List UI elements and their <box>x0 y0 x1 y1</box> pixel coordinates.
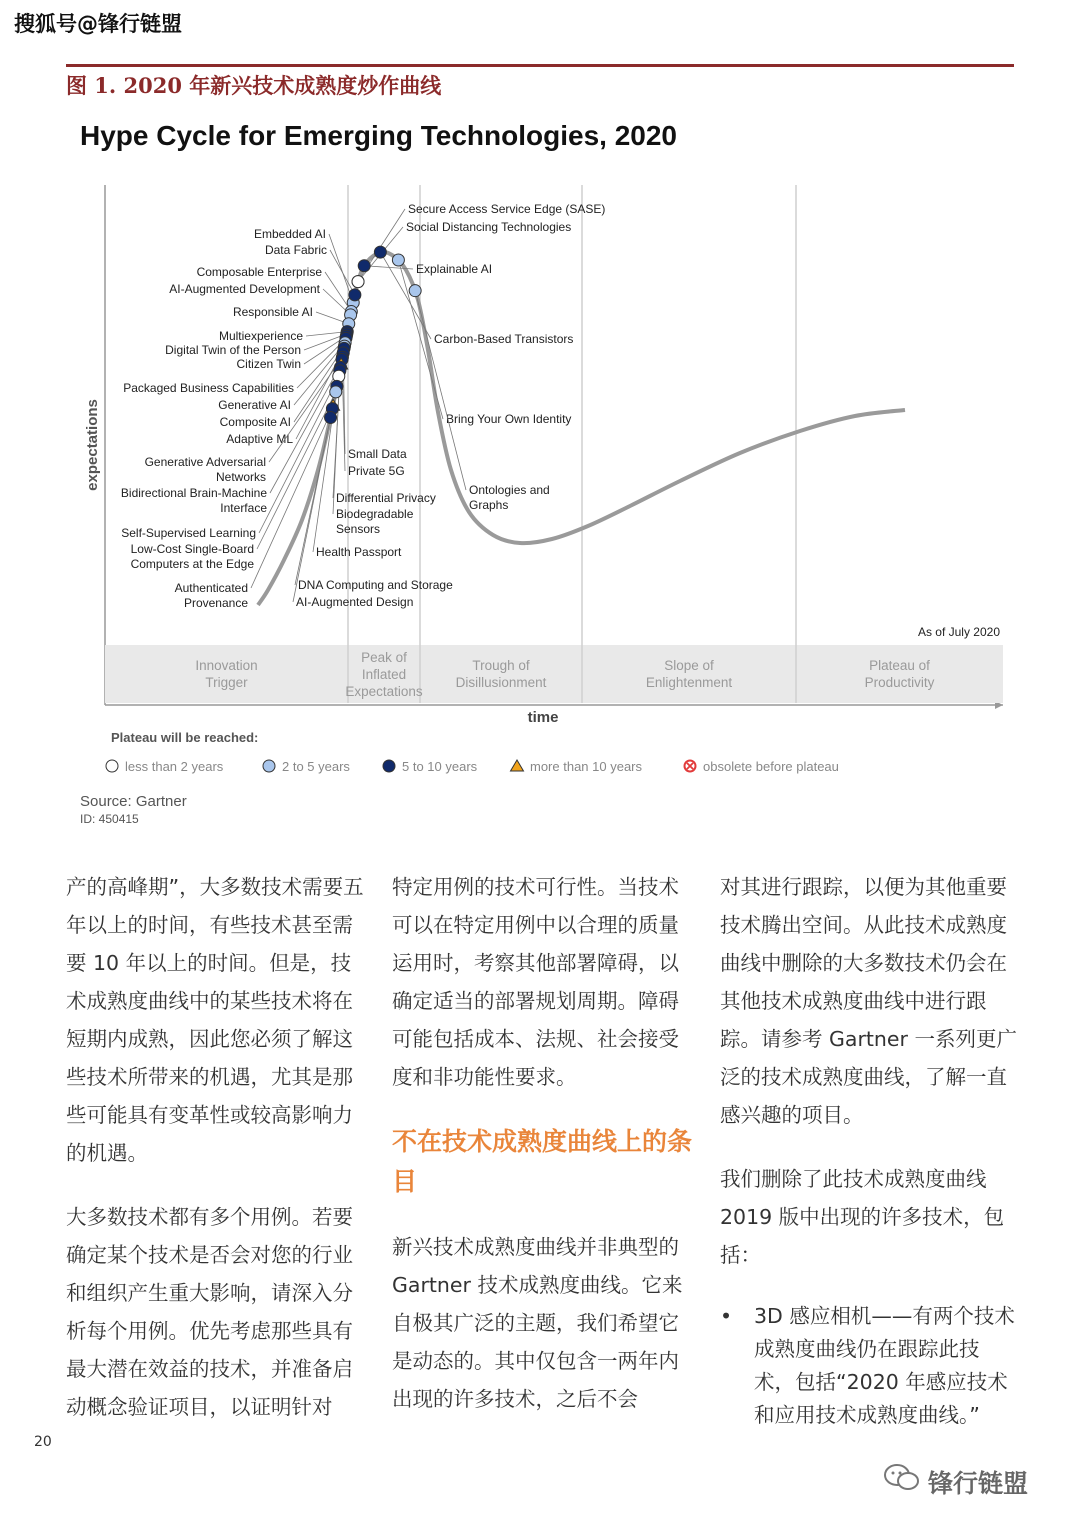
technology-label: Composite AI <box>219 415 291 429</box>
legend-label: less than 2 years <box>125 759 224 774</box>
technology-marker <box>392 254 404 266</box>
technology-marker <box>349 289 361 301</box>
technology-label: AI-Augmented Design <box>296 595 414 609</box>
technology-label: Explainable AI <box>416 262 493 276</box>
technology-label: Citizen Twin <box>236 357 301 371</box>
technology-label: Bring Your Own Identity <box>446 412 572 426</box>
technology-label: Small Data <box>348 447 407 461</box>
watermark-bottom-text: 锋行链盟 <box>928 1469 1029 1498</box>
technology-label: Ontologies and Graphs <box>469 483 550 512</box>
technology-label: Data Fabric <box>264 243 327 257</box>
technology-label: Generative Adversarial Networks <box>144 455 266 484</box>
bullet-dot: • <box>720 1304 733 1328</box>
bullet-text: 3D 感应相机——有两个技术成熟度曲线仍在跟踪此技术，包括“2020 年感应技术和应用技术成熟度曲线。” <box>754 1304 1015 1427</box>
technology-label: Multiexperience <box>218 329 303 343</box>
col3-paragraph-2: 我们删除了此技术成熟度曲线 2019 版中出现的许多技术，包括： <box>720 1167 1005 1267</box>
bullet-item <box>720 1300 1020 1432</box>
technology-marker <box>358 260 370 272</box>
col2-paragraph-2: 新兴技术成熟度曲线并非典型的 Gartner 技术成熟度曲线。它来自极其广泛的主题，我们希望它是动态的。其中仅包含一两年内出现的许多技术，之后不会 <box>392 1235 683 1411</box>
legend-title: Plateau will be reached: <box>111 730 259 745</box>
technology-label: Digital Twin of the Person <box>165 343 301 357</box>
technology-label: Biodegradable Sensors <box>336 507 414 536</box>
col1-paragraph-1: 产的高峰期”，大多数技术需要五年以上的时间，有些技术甚至需要 10 年以上的时间。但是，技术成熟度曲线中的某些技术将在短期内成熟，因此您必须了解这些技术所带来的机遇，尤其是那些可能具有变革性或较高影响力的机遇。 <box>66 875 364 1165</box>
technology-label: Packaged Business Capabilities <box>123 381 294 395</box>
leader-line <box>415 291 466 490</box>
technology-label: Authenticated Provenance <box>174 581 248 610</box>
legend-marker <box>263 760 275 772</box>
col3-paragraph-1: 对其进行跟踪，以便为其他重要技术腾出空间。从此技术成熟度曲线中删除的大多数技术仍会在其他技术成熟度曲线中进行跟踪。请参考 Gartner 一系列更广泛的技术成熟度曲线，了解一直感兴趣的项目。 <box>720 875 1017 1127</box>
technology-label: Carbon-Based Transistors <box>434 332 574 346</box>
x-axis-label: time <box>527 709 559 726</box>
technology-label: DNA Computing and Storage <box>298 578 453 592</box>
legend-marker <box>106 760 118 772</box>
technology-label: Adaptive ML <box>226 432 293 446</box>
leader-line <box>293 418 331 602</box>
leader-line <box>330 250 355 295</box>
text-column-3 <box>720 868 1020 1432</box>
text-column-2 <box>392 868 692 1444</box>
technology-label: Low-Cost Single-Board Computers at the Edge <box>130 542 254 571</box>
legend-label: 5 to 10 years <box>402 759 478 774</box>
watermark-top: 搜狐号@锋行链盟 <box>14 12 182 36</box>
technology-label: Social Distancing Technologies <box>406 220 572 234</box>
figure-caption: 图 1. 2020 年新兴技术成熟度炒作曲线 <box>66 73 442 98</box>
chart-title: Hype Cycle for Emerging Technologies, 2020 <box>80 120 677 151</box>
technology-label: Generative AI <box>218 398 291 412</box>
technology-marker <box>330 386 342 398</box>
legend-label: obsolete before plateau <box>703 759 839 774</box>
text-column-1 <box>66 868 366 1452</box>
legend-marker <box>383 760 395 772</box>
page-number: 20 <box>34 1434 52 1450</box>
col1-paragraph-2: 大多数技术都有多个用例。若要确定某个技术是否会对您的行业和组织产生重大影响，请深入分析每个用例。优先考虑那些具有最大潜在效益的技术，并准备启动概念验证项目，以证明针对 <box>66 1205 353 1419</box>
technology-label: Self-Supervised Learning <box>121 526 256 540</box>
technology-label: Health Passport <box>316 545 402 559</box>
technology-label: Composable Enterprise <box>196 265 322 279</box>
phase-label: Slope of Enlightenment <box>645 658 733 690</box>
y-axis-label: expectations <box>84 399 101 491</box>
legend-label: more than 10 years <box>530 759 643 774</box>
chart-source: Source: Gartner <box>80 793 187 810</box>
as-of-label: As of July 2020 <box>917 625 1000 639</box>
phase-band <box>105 645 1003 703</box>
technology-marker <box>374 246 386 258</box>
technology-marker <box>325 412 337 424</box>
col2-paragraph-1: 特定用例的技术可行性。当技术可以在特定用例中以合理的质量运用时，考察其他部署障碍，以确定适当的部署规划周期。障碍可能包括成本、法规、社会接受度和非功能性要求。 <box>392 875 679 1089</box>
phase-label: Plateau of Productivity <box>864 658 935 690</box>
watermark-bottom <box>882 1462 1028 1500</box>
wechat-icon <box>882 1462 922 1498</box>
chart-source-id: ID: 450415 <box>80 812 139 826</box>
legend-marker <box>511 760 524 771</box>
technology-label: Responsible AI <box>232 305 313 319</box>
technology-label: Secure Access Service Edge (SASE) <box>408 202 606 216</box>
legend-label: 2 to 5 years <box>282 759 350 774</box>
phase-label: Innovation Trigger <box>195 658 258 690</box>
section-heading: 不在技术成熟度曲线上的条目 <box>392 1127 693 1196</box>
technology-label: Bidirectional Brain-Machine Interface <box>120 486 267 515</box>
technology-label: Differential Privacy <box>336 491 436 505</box>
technology-label: Embedded AI <box>253 227 326 241</box>
phase-label: Trough of Disillusionment <box>455 658 547 690</box>
phase-label: Peak of Inflated Expectations <box>345 650 423 699</box>
technology-label: AI-Augmented Development <box>169 282 320 296</box>
technology-label: Private 5G <box>348 464 405 478</box>
technology-marker <box>409 285 421 297</box>
technology-marker <box>352 276 364 288</box>
